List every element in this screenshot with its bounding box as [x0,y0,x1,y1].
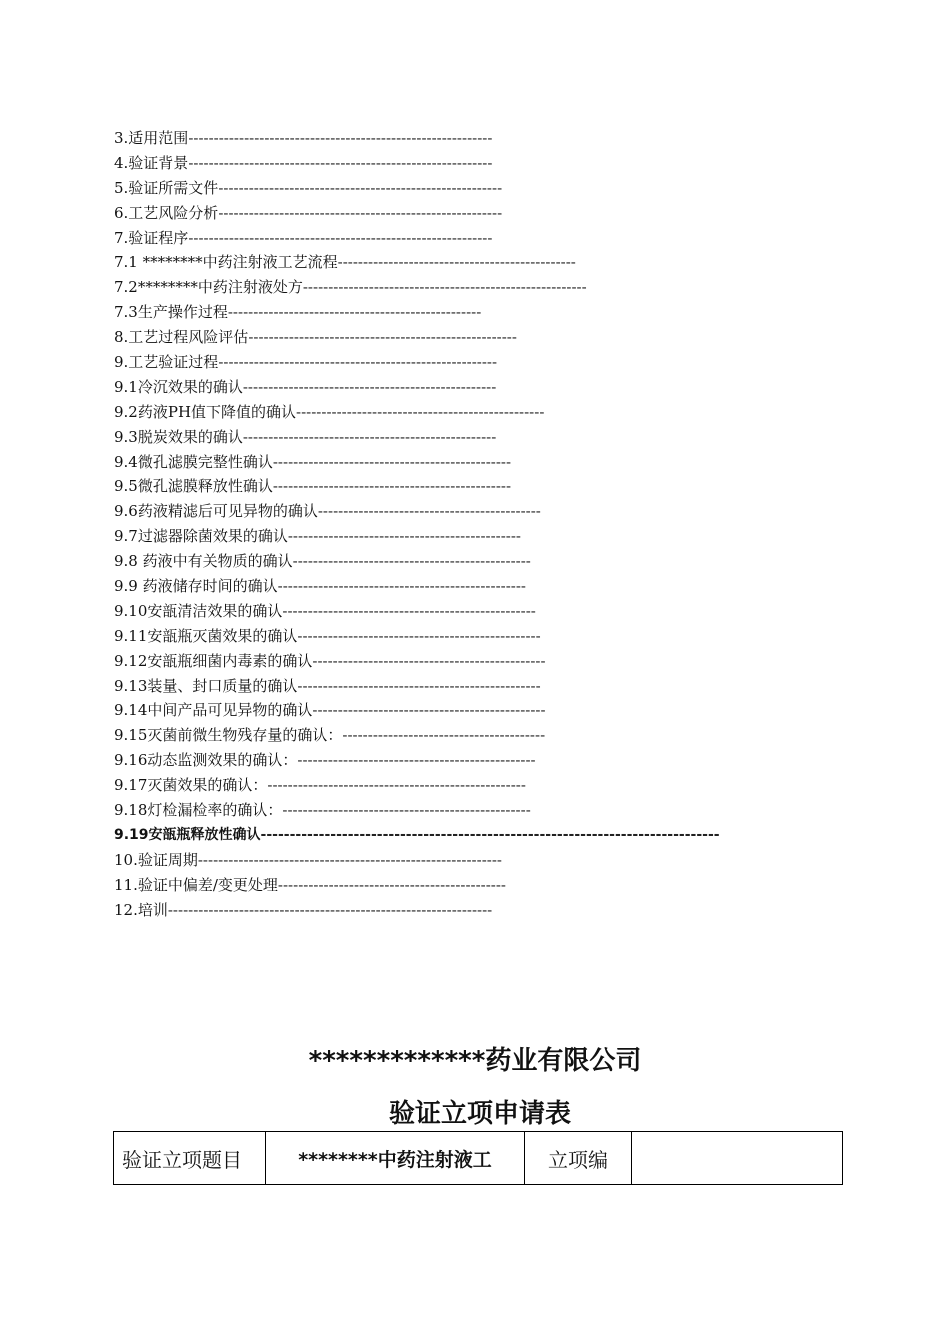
project-title-label: 验证立项题目 [114,1132,266,1185]
toc-entry [114,798,814,823]
toc-leader-dashes: ---------------------------------------- [342,726,546,745]
toc-entry-title: 7.验证程序 [114,228,189,247]
toc-entry [114,823,814,848]
toc-entry [114,674,814,699]
company-name: *************药业有限公司 [308,1046,642,1076]
toc-entry-title: 7.3生产操作过程 [114,303,228,322]
toc-leader-dashes: ----------------------------------------------- [297,751,536,770]
toc-entry-title: 9.10安瓿清洁效果的确认 [114,601,283,620]
toc-entry-title: 9.2药液PH值下降值的确认 [114,402,297,421]
toc-entry [114,748,814,773]
toc-entry-title: 9.11安瓿瓶灭菌效果的确认 [114,626,298,645]
toc-entry-title: 12.培训 [114,900,168,919]
toc-leader-dashes: ---------------------------------------------- [287,527,522,546]
toc-entry [114,474,814,499]
toc-leader-dashes: ------------------------------------------------- [282,801,531,820]
toc-leader-dashes: -------------------------------------------------- [227,303,482,322]
toc-entry [114,549,814,574]
toc-entry [114,723,814,748]
toc-leader-dashes: ------------------------------------------------ [297,626,541,645]
toc-entry-title: 9.13装量、封口质量的确认 [114,676,298,695]
toc-leader-dashes: ----------------------------------------------- [292,552,531,571]
toc-entry-title: 9.6药液精滤后可见异物的确认 [114,502,318,521]
toc-leader-dashes: ----------------------------------------------------- [248,328,517,347]
project-title-value: ********中药注射液工 [266,1132,525,1185]
toc-leader-dashes: ------------------------------------------------- [296,402,545,421]
toc-entry [114,698,814,723]
toc-entry [114,151,814,176]
toc-entry-title: 9.8 药液中有关物质的确认 [114,552,293,571]
toc-entry-title: 9.17灭菌效果的确认： [114,776,268,795]
toc-entry [114,226,814,251]
toc-entry-title: 9.16动态监测效果的确认： [114,751,298,770]
toc-leader-dashes: --------------------------------------------- [277,875,506,894]
toc-leader-dashes: ------------------------------------------------- [277,577,526,596]
toc-entry [114,624,814,649]
toc-entry [114,524,814,549]
toc-entry-title: 5.验证所需文件 [114,178,219,197]
toc-entry-title: 9.1冷沉效果的确认 [114,377,243,396]
toc-leader-dashes: -------------------------------------------------------- [302,278,587,297]
toc-entry [114,275,814,300]
toc-entry [114,848,814,873]
toc-entry [114,649,814,674]
toc-leader-dashes: --------------------------------------------------- [267,776,526,795]
toc-entry [114,126,814,151]
toc-leader-dashes: ---------------------------------------------- [312,651,546,670]
toc-entry-title: 9.15灭菌前微生物残存量的确认： [114,726,343,745]
toc-entry-title: 4.验证背景 [114,153,189,172]
toc-leader-dashes: -------------------------------------------------------- [218,178,503,197]
toc-leader-dashes: ------------------------------------------------ [297,676,541,695]
toc-entry-title: 9.12安瓿瓶细菌内毒素的确认 [114,651,313,670]
project-number-label: 立项编 [525,1132,632,1185]
toc-entry [114,375,814,400]
toc-entry [114,350,814,375]
toc-leader-dashes: -------------------------------------------------- [242,427,497,446]
toc-entry-title: 7.2********中药注射液处方 [114,278,303,297]
toc-entry-title: 9.7过滤器除菌效果的确认 [114,527,288,546]
toc-leader-dashes: ------------------------------------------------------------ [188,153,493,172]
toc-entry [114,773,814,798]
toc-leader-dashes: -------------------------------------------- [317,502,541,521]
toc-leader-dashes: -------------------------------------------------- [282,601,536,620]
toc-entry [114,325,814,350]
toc-entry-title: 9.14中间产品可见异物的确认 [114,701,313,720]
toc-entry [114,898,814,923]
toc-entry-title: 9.19安瓿瓶释放性确认 [114,826,261,843]
toc-leader-dashes: -------------------------------------------------- [242,377,497,396]
toc-leader-dashes: -------------------------------------------------------- [218,203,503,222]
toc-entry-title: 9.3脱炭效果的确认 [114,427,243,446]
toc-entry-title: 11.验证中偏差/变更处理 [114,875,278,894]
toc-entry [114,250,814,275]
toc-entry [114,450,814,475]
toc-entry [114,425,814,450]
toc-entry-title: 7.1 ********中药注射液工艺流程 [114,253,338,272]
toc-leader-dashes: ---------------------------------------------------------------- [167,900,493,919]
toc-entry [114,873,814,898]
toc-leader-dashes: ----------------------------------------------- [272,452,512,471]
toc-entry [114,574,814,599]
toc-leader-dashes: ----------------------------------------------- [337,253,576,272]
toc-entry [114,176,814,201]
toc-entry [114,300,814,325]
toc-leader-dashes: ------------------------------------------------------------ [188,129,493,147]
application-form-table [113,1131,843,1185]
project-number-value [632,1132,843,1185]
toc-entry-title: 9.5微孔滤膜释放性确认 [114,477,273,496]
toc-entry [114,499,814,524]
toc-leader-dashes: ---------------------------------------------- [312,701,546,720]
toc-entry-title: 8.工艺过程风险评估 [114,328,249,347]
table-row [114,1132,843,1185]
toc-entry-title: 9.工艺验证过程 [114,353,219,372]
toc-leader-dashes: ----------------------------------------------- [272,477,512,496]
toc-entry-title: 3.适用范围 [114,129,189,147]
toc-entry [114,599,814,624]
toc-leader-dashes: ------------------------------------------------------------ [197,850,502,869]
toc-entry [114,201,814,226]
form-title: 验证立项申请表 [388,1099,571,1129]
toc-entry-title: 9.4微孔滤膜完整性确认 [114,452,273,471]
toc-entry-title: 9.9 药液储存时间的确认 [114,577,278,596]
toc-entry-title: 6.工艺风险分析 [114,203,219,222]
toc-entry-title: 10.验证周期 [114,850,198,869]
table-of-contents [114,126,814,923]
toc-entry-title: 9.18灯检漏检率的确认： [114,801,283,820]
toc-leader-dashes: ------------------------------------------------------- [218,353,498,372]
toc-leader-dashes: ------------------------------------------------------------ [188,228,493,247]
toc-entry [114,400,814,425]
toc-leader-dashes: ------------------------------------------------------------------------------- [260,826,720,843]
